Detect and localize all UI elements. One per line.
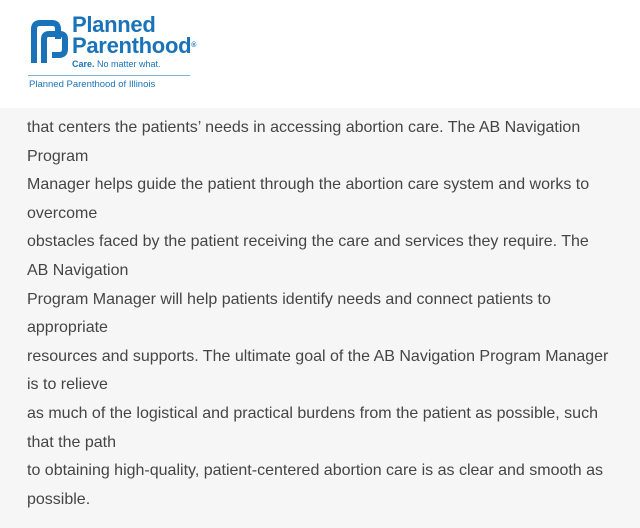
planned-parenthood-logo[interactable] — [26, 14, 216, 94]
text-line: Manager helps guide the patient through the abortion care system and works to — [27, 176, 590, 194]
text-line: as much of the logistical and practical burdens from the patient as possible, such — [27, 404, 598, 422]
logo-wordmark-line2: Parenthood® — [72, 33, 197, 58]
header — [0, 0, 640, 108]
text-line: appropriate — [27, 319, 108, 337]
pp-logo-mark-icon — [30, 19, 68, 65]
text-line: possible. — [27, 490, 91, 508]
text-line: Program — [27, 147, 89, 165]
logo-tagline: Care. No matter what. — [72, 59, 161, 69]
text-line: to obtaining high-quality, patient-centered abortion care is as clear and smooth as — [27, 462, 604, 480]
text-line: obstacles faced by the patient receiving the care and services they require. The — [27, 233, 589, 251]
logo-divider — [28, 75, 190, 76]
job-description-text — [0, 108, 640, 514]
text-line: is to relieve — [27, 376, 108, 394]
affiliate-name: Planned Parenthood of Illinois — [29, 79, 156, 90]
text-line: resources and supports. The ultimate goal of the AB Navigation Program Manager — [27, 347, 609, 365]
text-line: overcome — [27, 204, 98, 222]
text-line: that centers the patients’ needs in accessing abortion care. The AB Navigation — [27, 119, 581, 136]
text-line: that the path — [27, 433, 116, 451]
text-line: AB Navigation — [27, 261, 129, 279]
text-line: Program Manager will help patients identify needs and connect patients to — [27, 290, 551, 308]
logo-wordmark-line1: Planned — [72, 12, 156, 37]
